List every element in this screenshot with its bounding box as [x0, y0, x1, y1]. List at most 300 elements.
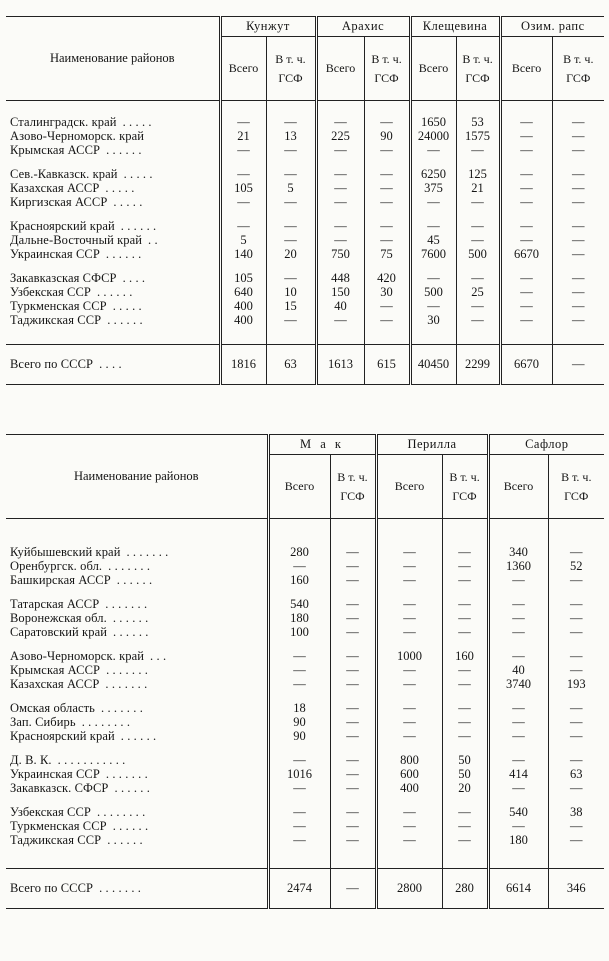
leader-dots: . . . . .: [112, 298, 142, 313]
value-gsf: —: [548, 833, 604, 847]
region-name: [6, 611, 268, 625]
gap-cell: [330, 587, 376, 597]
subheader-total: Всего: [268, 455, 330, 519]
leader-dots: . . . . . .: [113, 624, 149, 639]
table-row: [6, 701, 604, 715]
value-gsf: —: [364, 233, 410, 247]
region-label: Узбекская ССР: [10, 804, 91, 819]
value-total: —: [268, 559, 330, 573]
leader-dots: . . .: [150, 648, 167, 663]
value-total: 225: [316, 129, 364, 143]
leader-dots: . . . .: [99, 357, 122, 371]
total-value: 6614: [488, 869, 548, 909]
table-row: [6, 181, 604, 195]
region-name: [6, 167, 220, 181]
value-total: —: [316, 115, 364, 129]
total-value: 2474: [268, 869, 330, 909]
value-total: —: [488, 625, 548, 639]
value-total: —: [316, 195, 364, 209]
value-gsf: —: [456, 271, 500, 285]
region-label: Закавказск. СФСР: [10, 780, 109, 795]
table-row: [6, 219, 604, 233]
value-total: —: [500, 299, 552, 313]
value-gsf: 420: [364, 271, 410, 285]
subheader-gsf: В т. ч. ГСФ: [548, 455, 604, 519]
value-gsf: —: [552, 115, 604, 129]
leader-dots: . . . . .: [113, 194, 143, 209]
value-total: 414: [488, 767, 548, 781]
gap-cell: [6, 691, 268, 701]
spacer-row: [6, 519, 604, 545]
table-row: [6, 767, 604, 781]
value-gsf: —: [330, 805, 376, 819]
region-name: [6, 597, 268, 611]
name-column-header: Наименование районов: [6, 435, 268, 519]
region-name: [6, 219, 220, 233]
value-gsf: —: [330, 729, 376, 743]
region-label: Крымская АССР: [10, 142, 101, 157]
spacer-row: [6, 101, 604, 115]
value-total: —: [376, 611, 442, 625]
value-total: 40: [316, 299, 364, 313]
table-row: [6, 625, 604, 639]
value-gsf: —: [330, 597, 376, 611]
value-total: 1016: [268, 767, 330, 781]
gap-cell: [548, 743, 604, 753]
value-gsf: —: [442, 663, 488, 677]
value-gsf: —: [442, 625, 488, 639]
value-gsf: —: [552, 195, 604, 209]
total-row: [6, 345, 604, 385]
value-total: —: [268, 781, 330, 795]
value-gsf: —: [442, 805, 488, 819]
table-row: [6, 833, 604, 847]
leader-dots: . . . . .: [122, 114, 152, 129]
table-row: [6, 129, 604, 143]
value-gsf: —: [548, 715, 604, 729]
value-gsf: —: [266, 233, 316, 247]
table-row: [6, 115, 604, 129]
region-name: [6, 677, 268, 691]
value-total: —: [376, 833, 442, 847]
region-label: Саратовский край: [10, 624, 108, 639]
value-gsf: —: [364, 143, 410, 157]
gap-cell: [330, 639, 376, 649]
value-gsf: —: [330, 715, 376, 729]
spacer-cell: [456, 101, 500, 115]
value-gsf: 53: [456, 115, 500, 129]
region-name: [6, 181, 220, 195]
value-gsf: —: [330, 559, 376, 573]
value-gsf: 500: [456, 247, 500, 261]
group-gap-row: [6, 743, 604, 753]
subheader-gsf: В т. ч. ГСФ: [364, 37, 410, 101]
value-total: 375: [410, 181, 456, 195]
value-total: —: [500, 219, 552, 233]
group-gap-row: [6, 795, 604, 805]
region-name: [6, 701, 268, 715]
table-row: [6, 233, 604, 247]
value-total: 540: [268, 597, 330, 611]
value-gsf: —: [456, 299, 500, 313]
name-column-header: Наименование районов: [6, 17, 220, 101]
leader-dots: . . . . . .: [105, 246, 142, 261]
total-gsf: 615: [364, 345, 410, 385]
value-total: —: [488, 753, 548, 767]
table-row: [6, 143, 604, 157]
value-total: 500: [410, 285, 456, 299]
gap-cell: [376, 691, 442, 701]
value-gsf: —: [552, 233, 604, 247]
region-label: Татарская АССР: [10, 596, 100, 611]
region-label: Казахская АССР: [10, 180, 100, 195]
spacer-cell: [442, 519, 488, 545]
value-total: 45: [410, 233, 456, 247]
spacer-cell: [268, 847, 330, 869]
subheader-total: Всего: [410, 37, 456, 101]
value-total: —: [500, 181, 552, 195]
value-gsf: —: [364, 219, 410, 233]
value-gsf: 193: [548, 677, 604, 691]
table-row: [6, 611, 604, 625]
value-gsf: —: [442, 819, 488, 833]
value-gsf: 20: [266, 247, 316, 261]
leader-dots: . . . . . .: [112, 610, 149, 625]
gap-cell: [442, 691, 488, 701]
value-gsf: —: [456, 143, 500, 157]
total-gsf: 280: [442, 869, 488, 909]
spacer-cell: [268, 519, 330, 545]
table-row: [6, 167, 604, 181]
leader-dots: . . . . . .: [107, 312, 143, 327]
total-value: 2800: [376, 869, 442, 909]
value-gsf: —: [364, 313, 410, 327]
region-name: [6, 143, 220, 157]
value-total: —: [316, 219, 364, 233]
value-total: 3740: [488, 677, 548, 691]
region-label: Узбекская ССР: [10, 284, 91, 299]
value-gsf: —: [552, 143, 604, 157]
gap-cell: [364, 157, 410, 167]
value-gsf: —: [548, 611, 604, 625]
region-label: Казахская АССР: [10, 676, 100, 691]
value-total: 90: [268, 715, 330, 729]
gap-cell: [6, 639, 268, 649]
value-total: —: [500, 233, 552, 247]
table-row: [6, 285, 604, 299]
region-name: [6, 115, 220, 129]
value-gsf: —: [442, 597, 488, 611]
spacer-cell: [6, 327, 220, 345]
subheader-gsf: В т. ч. ГСФ: [442, 455, 488, 519]
value-gsf: —: [552, 167, 604, 181]
value-gsf: —: [548, 625, 604, 639]
region-name: [6, 715, 268, 729]
value-gsf: —: [548, 781, 604, 795]
oilseed-table-1: [6, 16, 604, 385]
value-total: —: [316, 181, 364, 195]
value-gsf: —: [442, 715, 488, 729]
value-gsf: —: [442, 701, 488, 715]
region-label: Красноярский край: [10, 728, 115, 743]
region-name: [6, 545, 268, 559]
gap-cell: [442, 795, 488, 805]
value-total: 540: [488, 805, 548, 819]
gap-cell: [456, 209, 500, 219]
spacer-cell: [500, 327, 552, 345]
leader-dots: . . . . . .: [114, 780, 150, 795]
value-total: —: [376, 677, 442, 691]
value-total: —: [376, 729, 442, 743]
value-gsf: —: [548, 729, 604, 743]
value-gsf: 50: [442, 767, 488, 781]
leader-dots: . .: [148, 232, 158, 247]
gap-cell: [552, 157, 604, 167]
value-gsf: —: [364, 195, 410, 209]
value-total: —: [500, 195, 552, 209]
spacer-cell: [376, 519, 442, 545]
leader-dots: . . . .: [122, 270, 146, 285]
spacer-cell: [316, 101, 364, 115]
total-value: 1816: [220, 345, 266, 385]
value-gsf: —: [456, 219, 500, 233]
total-label-text: Всего по СССР: [10, 357, 94, 371]
total-label: [6, 869, 268, 909]
value-gsf: 90: [364, 129, 410, 143]
value-gsf: 20: [442, 781, 488, 795]
value-total: —: [376, 597, 442, 611]
gap-cell: [376, 639, 442, 649]
value-gsf: —: [548, 545, 604, 559]
value-total: —: [410, 219, 456, 233]
value-gsf: —: [330, 781, 376, 795]
gap-cell: [268, 639, 330, 649]
value-total: —: [376, 625, 442, 639]
gap-cell: [410, 209, 456, 219]
value-gsf: 1575: [456, 129, 500, 143]
total-gsf: —: [330, 869, 376, 909]
gap-cell: [268, 587, 330, 597]
value-total: —: [500, 285, 552, 299]
value-gsf: —: [442, 545, 488, 559]
value-total: 400: [220, 313, 266, 327]
value-gsf: —: [364, 115, 410, 129]
value-total: 24000: [410, 129, 456, 143]
value-total: 105: [220, 181, 266, 195]
table-row: [6, 299, 604, 313]
region-name: [6, 247, 220, 261]
value-gsf: —: [266, 143, 316, 157]
region-label: Омская область: [10, 700, 95, 715]
region-label: Таджикская ССР: [10, 832, 102, 847]
value-gsf: —: [456, 233, 500, 247]
header-row-crops: [6, 435, 604, 455]
spacer-cell: [316, 327, 364, 345]
table-row: [6, 729, 604, 743]
table-row: [6, 313, 604, 327]
value-gsf: 125: [456, 167, 500, 181]
spacer-cell: [456, 327, 500, 345]
value-gsf: —: [548, 597, 604, 611]
total-gsf: 2299: [456, 345, 500, 385]
spacer-row: [6, 847, 604, 869]
table-row: [6, 195, 604, 209]
leader-dots: . . . . . . . . . . .: [57, 752, 126, 767]
value-total: 160: [268, 573, 330, 587]
region-name: [6, 271, 220, 285]
gap-cell: [266, 261, 316, 271]
value-total: 180: [488, 833, 548, 847]
value-gsf: —: [548, 663, 604, 677]
gap-cell: [488, 743, 548, 753]
region-label: Дальне-Восточный край: [10, 232, 143, 247]
value-gsf: —: [552, 285, 604, 299]
value-total: —: [268, 677, 330, 691]
spacer-cell: [410, 101, 456, 115]
crop-header: Арахис: [316, 17, 410, 37]
value-total: 30: [410, 313, 456, 327]
value-total: 280: [268, 545, 330, 559]
spacer-cell: [220, 327, 266, 345]
value-total: —: [376, 663, 442, 677]
value-total: —: [376, 701, 442, 715]
value-total: —: [376, 573, 442, 587]
value-gsf: —: [552, 181, 604, 195]
region-name: [6, 195, 220, 209]
region-name: [6, 313, 220, 327]
total-gsf: 346: [548, 869, 604, 909]
spacer-cell: [6, 519, 268, 545]
gap-cell: [6, 743, 268, 753]
value-total: —: [500, 313, 552, 327]
leader-dots: . . . . . . .: [106, 662, 149, 677]
group-gap-row: [6, 261, 604, 271]
value-total: —: [488, 715, 548, 729]
value-gsf: —: [266, 195, 316, 209]
leader-dots: . . . . . .: [116, 572, 153, 587]
value-total: 5: [220, 233, 266, 247]
value-total: —: [316, 233, 364, 247]
value-total: 40: [488, 663, 548, 677]
region-label: Закавказская СФСР: [10, 270, 117, 285]
region-label: Азово-Черноморск. край: [10, 648, 145, 663]
region-label: Сталинградск. край: [10, 114, 117, 129]
header-row-crops: [6, 17, 604, 37]
total-label: [6, 345, 220, 385]
value-total: —: [220, 219, 266, 233]
value-total: —: [268, 663, 330, 677]
group-gap-row: [6, 587, 604, 597]
gap-cell: [548, 587, 604, 597]
value-gsf: —: [548, 649, 604, 663]
crop-header: Сафлор: [488, 435, 604, 455]
gap-cell: [488, 639, 548, 649]
leader-dots: . . . . . .: [112, 818, 149, 833]
gap-cell: [268, 691, 330, 701]
group-gap-row: [6, 691, 604, 701]
value-gsf: 160: [442, 649, 488, 663]
total-value: 40450: [410, 345, 456, 385]
value-gsf: —: [330, 833, 376, 847]
value-total: —: [488, 611, 548, 625]
spacer-cell: [548, 847, 604, 869]
total-value: 6670: [500, 345, 552, 385]
table-row: [6, 597, 604, 611]
value-total: 150: [316, 285, 364, 299]
value-total: —: [500, 271, 552, 285]
region-name: [6, 729, 268, 743]
value-total: —: [376, 715, 442, 729]
spacer-cell: [6, 101, 220, 115]
value-total: 21: [220, 129, 266, 143]
gap-cell: [220, 209, 266, 219]
value-gsf: —: [266, 115, 316, 129]
value-gsf: 10: [266, 285, 316, 299]
value-total: —: [410, 143, 456, 157]
subheader-total: Всего: [316, 37, 364, 101]
leader-dots: . . . . . . .: [105, 596, 148, 611]
value-gsf: —: [442, 677, 488, 691]
leader-dots: . . . . . .: [120, 728, 157, 743]
region-name: [6, 663, 268, 677]
value-gsf: —: [552, 247, 604, 261]
total-gsf: 63: [266, 345, 316, 385]
value-total: —: [220, 143, 266, 157]
value-gsf: —: [364, 299, 410, 313]
region-name: [6, 649, 268, 663]
total-label-text: Всего по СССР: [10, 881, 94, 895]
value-gsf: —: [330, 819, 376, 833]
value-gsf: —: [548, 573, 604, 587]
table-row: [6, 677, 604, 691]
table-row: [6, 271, 604, 285]
group-gap-row: [6, 157, 604, 167]
total-gsf: —: [552, 345, 604, 385]
region-name: [6, 833, 268, 847]
region-name: [6, 625, 268, 639]
gap-cell: [552, 209, 604, 219]
gap-cell: [548, 639, 604, 649]
table-row: [6, 663, 604, 677]
subheader-total: Всего: [376, 455, 442, 519]
table-row: [6, 545, 604, 559]
value-total: —: [488, 597, 548, 611]
spacer-cell: [364, 101, 410, 115]
value-total: —: [316, 313, 364, 327]
value-gsf: —: [266, 219, 316, 233]
spacer-cell: [488, 519, 548, 545]
gap-cell: [548, 691, 604, 701]
gap-cell: [6, 795, 268, 805]
value-gsf: 30: [364, 285, 410, 299]
value-total: —: [488, 819, 548, 833]
region-label: Украинская ССР: [10, 766, 100, 781]
region-name: [6, 781, 268, 795]
value-total: —: [268, 819, 330, 833]
region-label: Таджикская ССР: [10, 312, 102, 327]
value-total: 800: [376, 753, 442, 767]
subheader-total: Всего: [500, 37, 552, 101]
value-total: —: [376, 805, 442, 819]
spacer-cell: [500, 101, 552, 115]
gap-cell: [330, 795, 376, 805]
value-gsf: —: [364, 181, 410, 195]
gap-cell: [488, 691, 548, 701]
region-label: Д. В. К.: [10, 752, 52, 767]
subheader-total: Всего: [220, 37, 266, 101]
value-total: —: [268, 805, 330, 819]
gap-cell: [6, 157, 220, 167]
